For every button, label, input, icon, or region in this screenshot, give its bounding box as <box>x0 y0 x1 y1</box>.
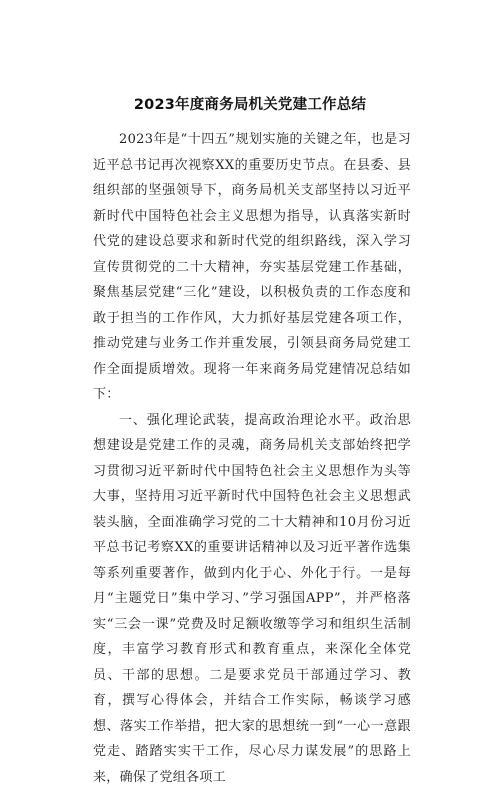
document-title: 2023年度商务局机关党建工作总结 <box>0 93 500 114</box>
document-body <box>93 127 411 790</box>
section-one-paragraph: 一、强化理论武装，提高政治理论水平。政治思想建设是党建工作的灵魂，商务局机关支部始终把学习贯彻习近平新时代中国特色社会主义思想作为头等大事，坚持用习近平新时代中国特色社会主义思想武装头脑，全面准确学习党的二十大精神和10月份习近平总书记考察XX的重要讲话精神以及习近平著作选集等系列重要著作，做到内化于心、外化于行。一是每月“主题党日”集中学习、”学习强国APP”，并严格落实“三会一课”党费及时足额收缴等学习和组织生活制度，丰富学习教育形式和教育重点，来深化全体党员、干部的思想。二是要求党员干部通过学习、教育，撰写心得体会，并结合工作实际，畅谈学习感想、落实工作举措，把大家的思想统一到“一心一意跟党走、踏踏实实干工作，尽心尽力谋发展”的思路上来，确保了党组各项工 <box>93 408 411 790</box>
intro-paragraph: 2023年是“十四五”规划实施的关键之年，也是习近平总书记再次视察XX的重要历史节点。在县委、县组织部的坚强领导下，商务局机关支部坚持以习近平新时代中国特色社会主义思想为指导，认真落实新时代党的建设总要求和新时代党的组织路线，深入学习宣传贯彻党的二十大精神，夯实基层党建工作基础，聚焦基层党建“三化”建设，以积极负责的工作态度和敢于担当的工作作风，大力抓好基层党建各项工作，推动党建与业务工作并重发展，引领县商务局党建工作全面提质增效。现将一年来商务局党建情况总结如下： <box>93 127 411 408</box>
